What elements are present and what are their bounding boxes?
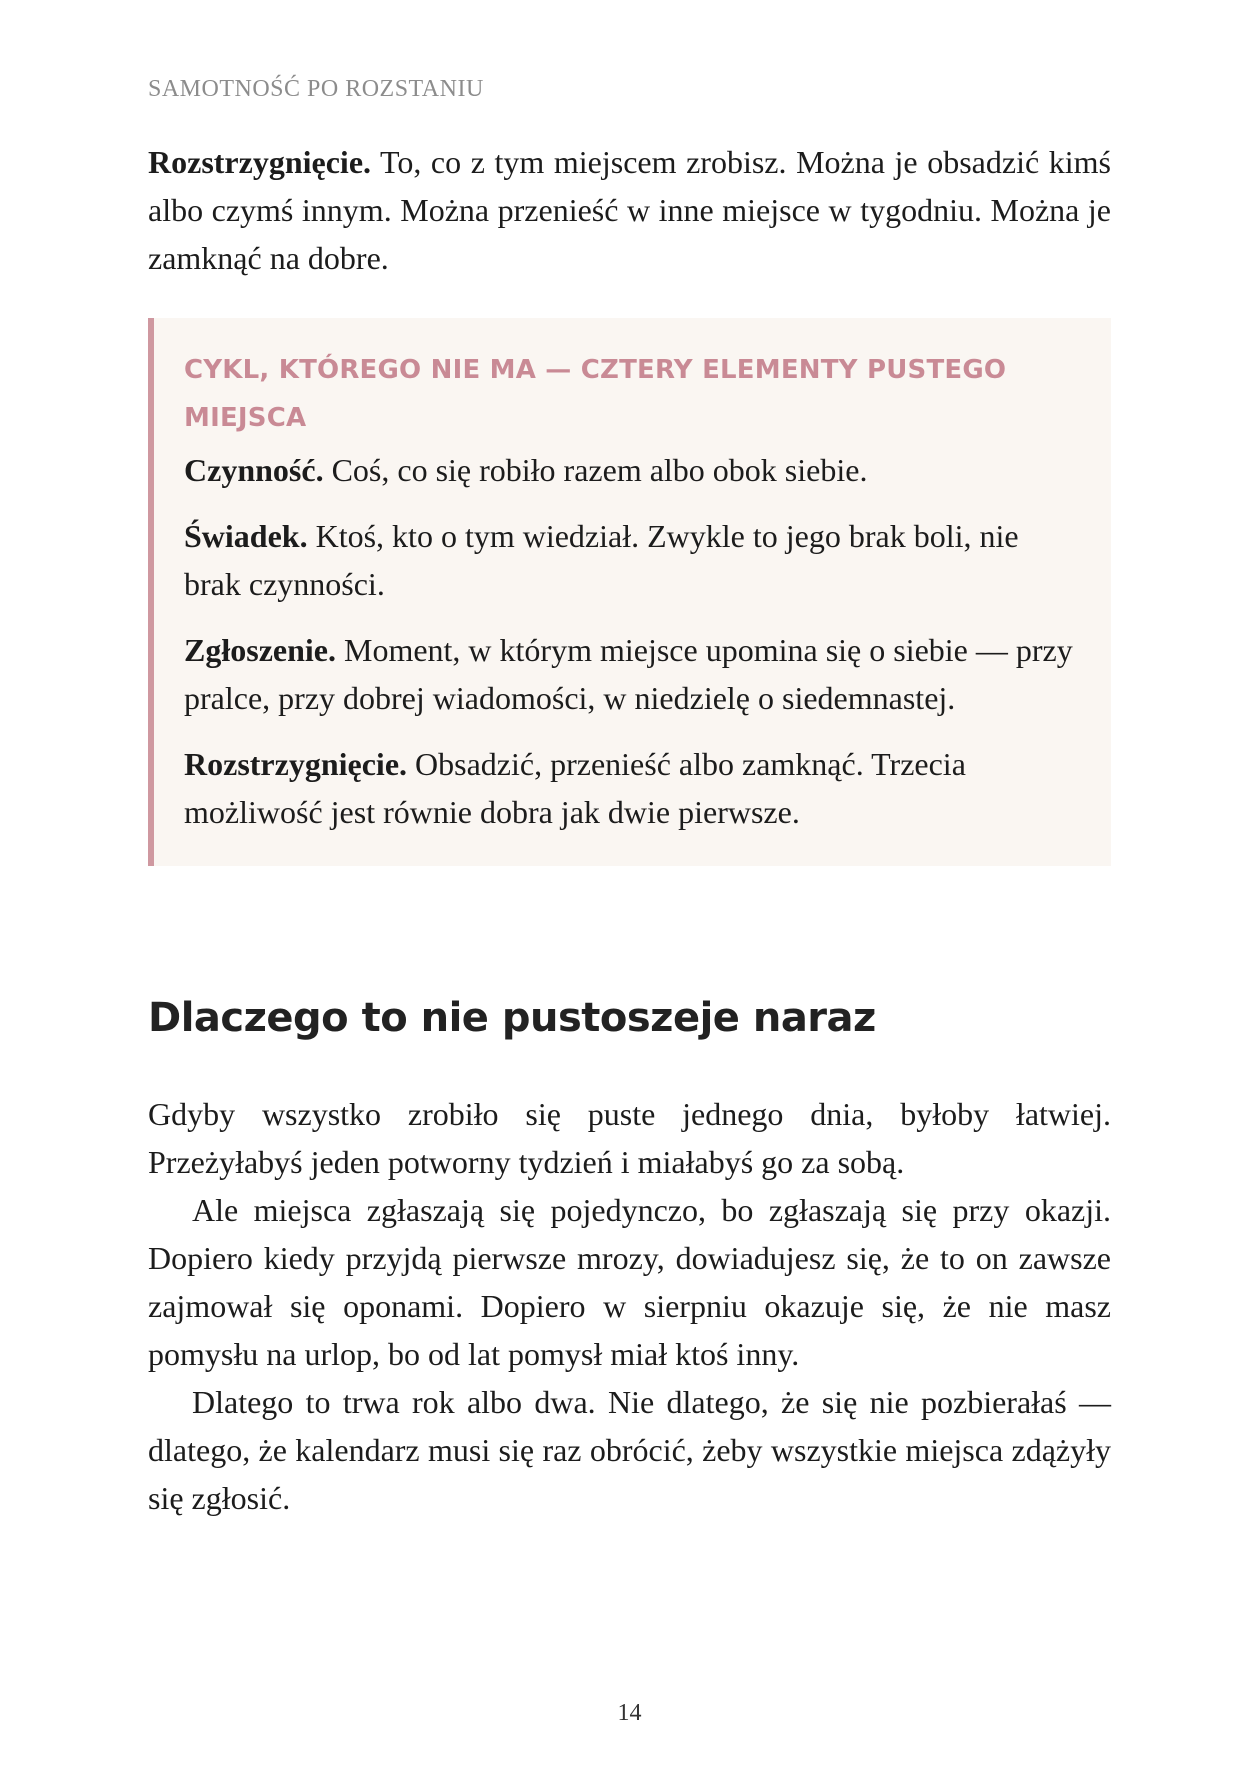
box-title: CYKL, KTÓREGO NIE MA — CZTERY ELEMENTY PUSTEGO MIEJSCA [184, 355, 1007, 433]
body-paragraph-3: Dlatego to trwa rok albo dwa. Nie dlatego, że się nie pozbierałaś — dlatego, że kalendarz musi się raz obrócić, żeby wszystkie miejsca zdążyły się zgłosić. [148, 1384, 1111, 1516]
box-item-czynnosc [184, 446, 1081, 494]
box-item-zgloszenie [184, 626, 1081, 722]
box-item-term: Rozstrzygnięcie. [184, 746, 408, 782]
box-item-term: Zgłoszenie. [184, 632, 336, 668]
page-number: 14 [617, 1700, 642, 1726]
box-item-term: Świadek. [184, 518, 308, 554]
sidebar-box [148, 318, 1111, 866]
box-item-term: Czynność. [184, 452, 324, 488]
box-item-text: Obsadzić, przenieść albo zamknąć. Trzecia możliwość jest równie dobra jak dwie pierwsze. [184, 746, 966, 830]
running-head: SAMOTNOŚĆ PO ROZSTANIU [148, 76, 484, 102]
body-paragraph-2: Ale miejsca zgłaszają się pojedynczo, bo zgłaszają się przy okazji. Dopiero kiedy przyjdą pierwsze mrozy, dowiadujesz się, że to on zawsze zajmował się oponami. Dopiero w sierpniu okazuje się, że nie masz pomysłu na urlop, bo od lat pomysł miał ktoś inny. [148, 1192, 1111, 1372]
box-item-swiadek [184, 512, 1081, 608]
intro-term: Rozstrzygnięcie. [148, 144, 372, 180]
box-item-text: Moment, w którym miejsce upomina się o siebie — przy pralce, przy dobrej wiadomości, w niedzielę o siedemnastej. [184, 632, 1073, 716]
box-item-text: Ktoś, kto o tym wiedział. Zwykle to jego brak boli, nie brak czynności. [184, 518, 1019, 602]
intro-paragraph [148, 138, 1111, 282]
section-heading: Dlaczego to nie pustoszeje naraz [148, 995, 876, 1041]
box-item-text: Coś, co się robiło razem albo obok siebie. [323, 452, 868, 488]
intro-text: To, co z tym miejscem zrobisz. Można je obsadzić kimś albo czymś innym. Można przenieść w inne miejsce w tygodniu. Można je zamknąć na dobre. [148, 144, 1111, 276]
box-item-rozstrzygniecie [184, 740, 1081, 836]
body-paragraph-1: Gdyby wszystko zrobiło się puste jednego dnia, byłoby łatwiej. Przeżyłabyś jeden potworny tydzień i miałabyś go za sobą. [148, 1096, 1111, 1180]
